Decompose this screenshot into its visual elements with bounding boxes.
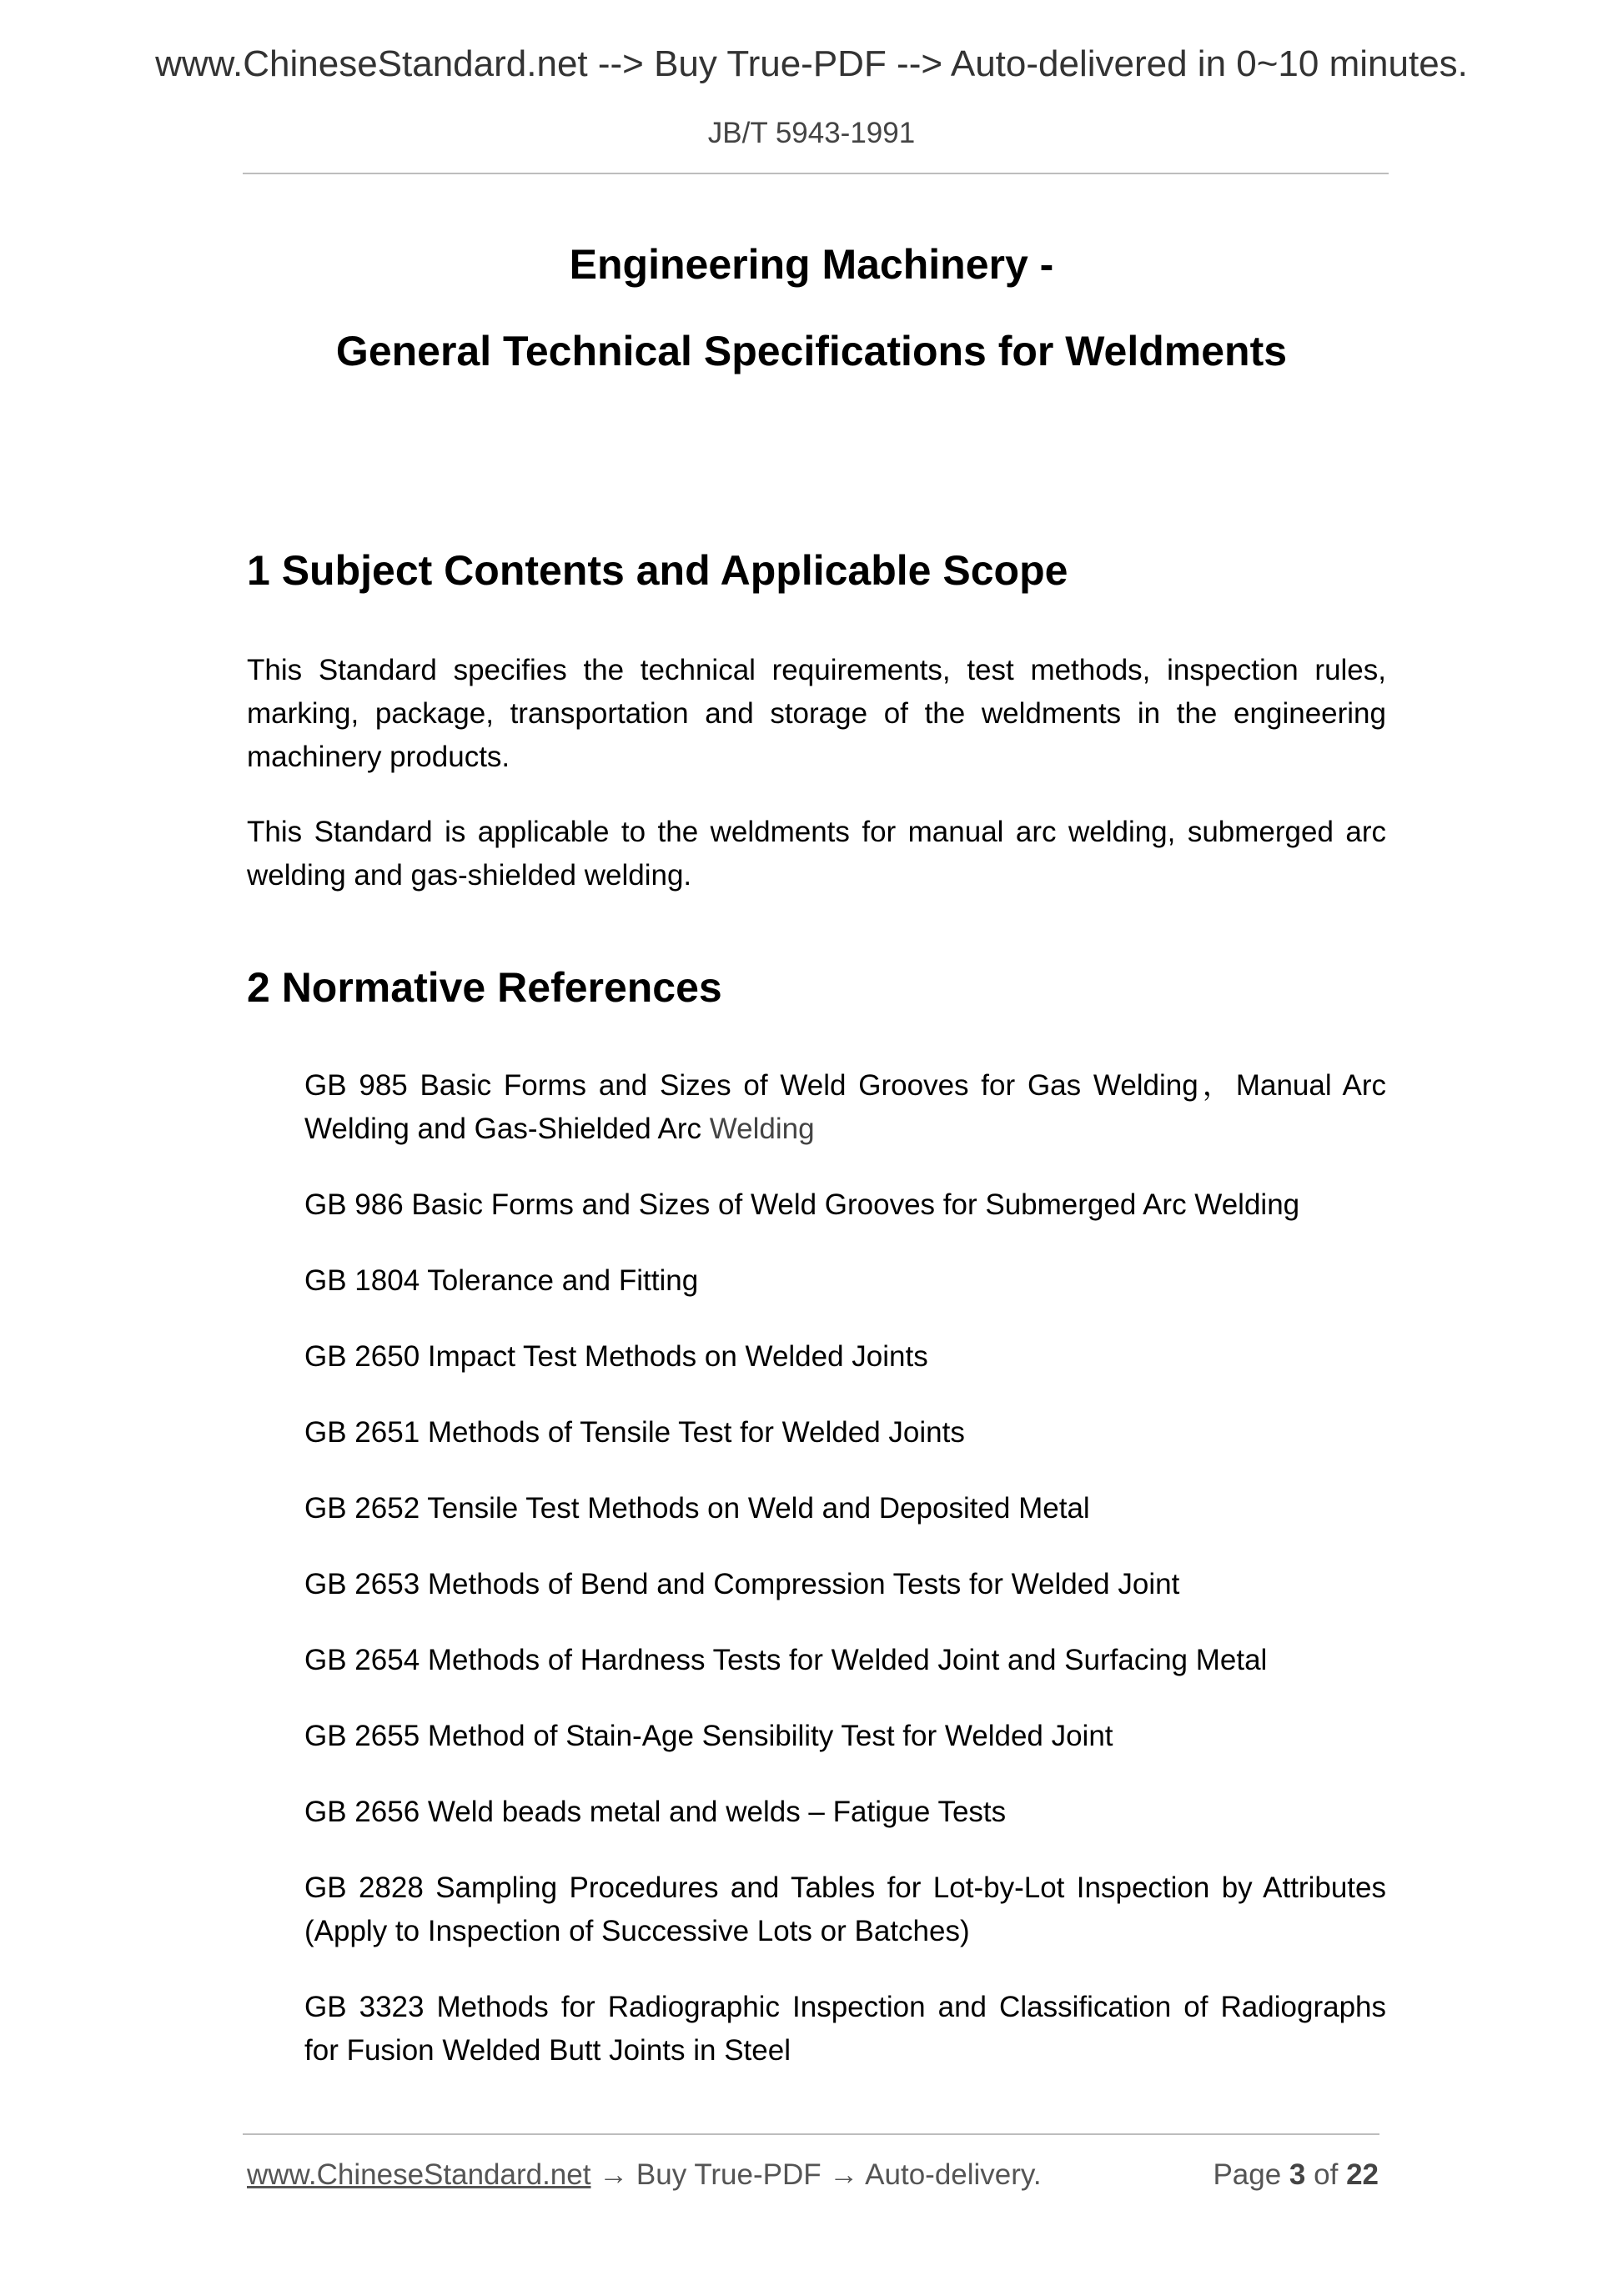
reference-item: GB 3323 Methods for Radiographic Inspection and Classification of Radiographs for Fusion Welded Butt Joints in Steel: [304, 1991, 1386, 2067]
top-banner: www.ChineseStandard.net --> Buy True-PDF --> Auto-delivered in 0~10 minutes.: [155, 43, 1468, 84]
reference-item: GB 2828 Sampling Procedures and Tables for Lot-by-Lot Inspection by Attributes (Apply to Inspection of Successive Lots or Batches): [304, 1871, 1386, 1947]
section-1-paragraph: This Standard is applicable to the weldments for manual arc welding, submerged arc welding and gas-shielded welding.: [247, 816, 1386, 892]
document-title-line-1: Engineering Machinery -: [569, 241, 1054, 288]
page-total: 22: [1346, 2158, 1379, 2191]
section-1-heading: 1 Subject Contents and Applicable Scope: [247, 547, 1068, 594]
reference-item: GB 2650 Impact Test Methods on Welded Joints: [304, 1340, 928, 1373]
footer-divider: [243, 2133, 1379, 2135]
page-label: Page: [1213, 2158, 1282, 2191]
header-divider: [243, 173, 1389, 174]
of-label: of: [1314, 2158, 1339, 2191]
reference-item: GB 986 Basic Forms and Sizes of Weld Grooves for Submerged Arc Welding: [304, 1188, 1300, 1221]
reference-item: GB 2655 Method of Stain-Age Sensibility Test for Welded Joint: [304, 1720, 1113, 1752]
reference-item: GB 2651 Methods of Tensile Test for Welded Joints: [304, 1416, 965, 1449]
reference-item: GB 2656 Weld beads metal and welds – Fatigue Tests: [304, 1796, 1007, 1828]
reference-item: [304, 1064, 1386, 1151]
document-title-line-2: General Technical Specifications for Weldments: [335, 328, 1288, 374]
normative-references-list: [304, 1064, 1386, 2105]
document-code: JB/T 5943-1991: [707, 117, 916, 149]
reference-item: GB 2653 Methods of Bend and Compression Tests for Welded Joint: [304, 1568, 1180, 1600]
reference-text-tail: Welding: [709, 1113, 815, 1145]
reference-item: GB 2654 Methods of Hardness Tests for Welded Joint and Surfacing Metal: [304, 1644, 1268, 1676]
page-indicator: [1213, 2158, 1379, 2192]
footer-tagline: → Buy True-PDF → Auto-delivery.: [590, 2158, 1042, 2191]
reference-text: GB 985 Basic Forms and Sizes of Weld Grooves for Gas Welding，Manual Arc Welding and Gas-Shielded Arc: [304, 1069, 1386, 1145]
reference-item: GB 2652 Tensile Test Methods on Weld and Deposited Metal: [304, 1492, 1090, 1525]
section-2-heading: 2 Normative References: [247, 964, 722, 1011]
page-number: 3: [1289, 2158, 1306, 2191]
section-1-paragraph: This Standard specifies the technical requirements, test methods, inspection rules, marking, package, transportation and storage of the weldments in the engineering machinery products.: [247, 654, 1386, 773]
footer-left: [247, 2158, 1042, 2192]
footer-site-link[interactable]: www.ChineseStandard.net: [247, 2158, 591, 2191]
reference-item: GB 1804 Tolerance and Fitting: [304, 1264, 699, 1297]
